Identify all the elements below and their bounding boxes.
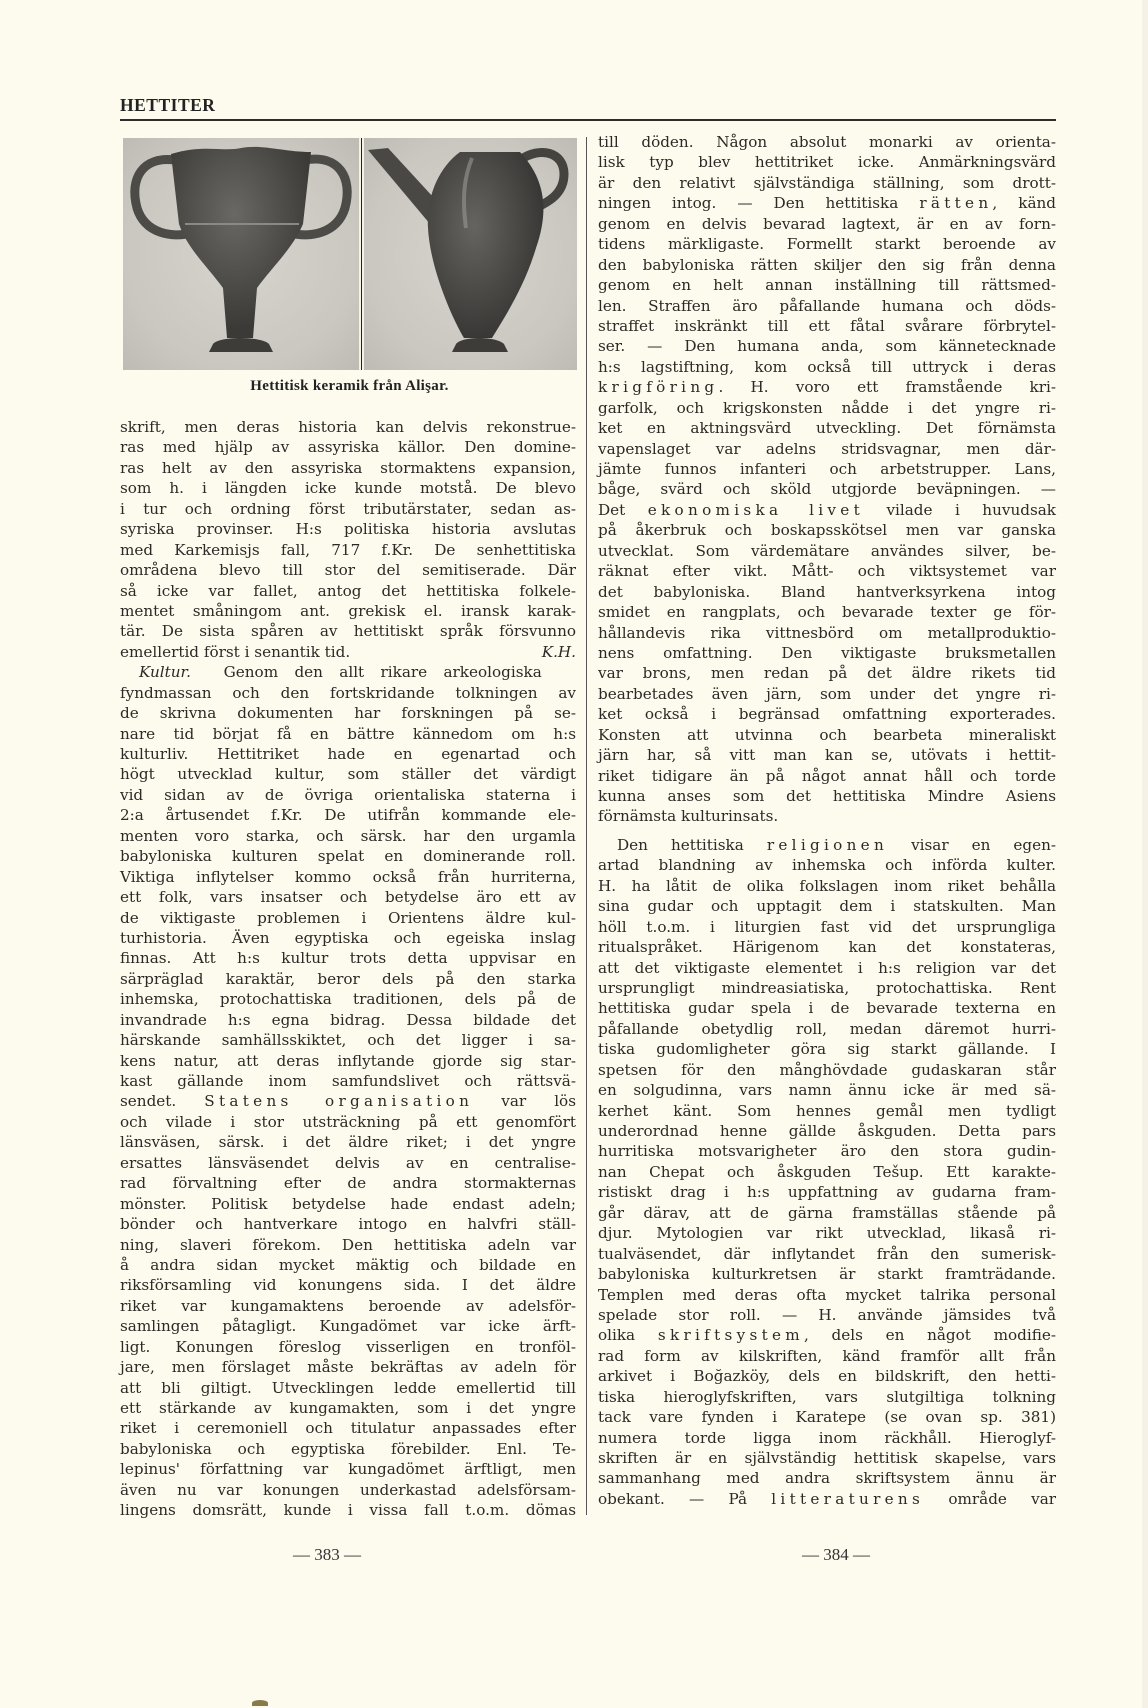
text-line: lepinus' författning var kungadömet ärftligt, men: [120, 1460, 576, 1479]
text-line: ras helt av den assyriska stormaktens expansion,: [120, 458, 576, 477]
text-line: samlingen påtagligt. Kungadömet var icke ärft-: [120, 1317, 576, 1336]
text-line: mönster. Politisk betydelse hade endast adeln;: [120, 1194, 576, 1213]
text-line: nan Chepat och åskguden Tešup. Ett karakte-: [598, 1162, 1056, 1181]
text-line: H. ha låtit de olika folkslagen inom riket behålla: [598, 876, 1056, 895]
spaced-term-ratten: rätten: [919, 194, 993, 213]
text-line: , känd: [992, 194, 1057, 213]
text-line: högt utvecklad kultur, som ställer det värdigt: [120, 765, 576, 784]
text-line: höll t.o.m. i liturgien fast vid det ursprungliga: [598, 917, 1056, 936]
text-line: tiska hieroglyfskriften, vars slutgiltiga tolkning: [598, 1387, 1056, 1406]
text-line: . H. voro ett framstående kri-: [718, 378, 1056, 397]
text-line: lingens domsrätt, kunde i vissa fall t.o.m. dömas: [120, 1501, 576, 1520]
text-line: ett stärkande av kungamakten, som i det yngre: [120, 1399, 576, 1417]
text-line: len. Straffen äro påfallande humana och döds-: [598, 296, 1056, 315]
text-line-kultur: [120, 662, 576, 682]
text-line: straffet inskränkt till ett fåtal svårare förbrytel-: [598, 316, 1056, 335]
text-line: lisk typ blev hettitriket icke. Anmärkningsvärd: [598, 153, 1056, 172]
text-line: länsväsen, särsk. i det äldre riket; i det yngre: [120, 1133, 576, 1152]
text-line: tack vare fynden i Karatepe (se ovan sp. 381): [598, 1408, 1056, 1427]
text-line: tualväsendet, där inflytandet från den sumerisk-: [598, 1244, 1056, 1263]
text-line: babyloniska kulturen spelat en dominerande roll.: [120, 847, 576, 866]
text-line: kast gällande inom samfundslivet och rättsvä-: [120, 1072, 576, 1090]
text-line: jare, men förslaget måste bekräftas av adeln för: [120, 1358, 576, 1377]
column-rule: [586, 137, 587, 1515]
text-line: babyloniska kulturkretsen är starkt framträdande.: [598, 1265, 1056, 1284]
text-line: tidens märkligaste. Formellt starkt beroende av: [598, 235, 1056, 254]
text-line: som h. i längden icke kunde motstå. De blevo: [120, 479, 576, 498]
text-line: järn har, så vitt man kan se, utövats i hettit-: [598, 746, 1056, 765]
text-line-statens: [120, 1091, 576, 1111]
text-line: skriften är en självständig hettitisk skapelse, vars: [598, 1449, 1056, 1467]
text-line: kulturliv. Hettitriket hade en egenartad och: [120, 745, 576, 763]
text-line: , dels en något modifie-: [803, 1326, 1057, 1345]
text-line: till döden. Någon absolut monarki av orienta-: [598, 133, 1056, 151]
text-line: ett folk, vars insatser och betydelse äro ett av: [120, 888, 576, 907]
text-line: räknat efter vikt. Mått- och viktsystemet var: [598, 562, 1056, 581]
text-line: finnas. Att h:s kultur trots detta uppvisar en: [120, 949, 576, 968]
text-line: ser. — Den humana anda, som kännetecknade: [598, 337, 1056, 356]
text-line: en solgudinna, vars namn ännu icke är med sä-: [598, 1081, 1056, 1100]
page-number-left: — 383 —: [293, 1545, 361, 1564]
text-line: nens omfattning. Den viktigaste bruksmetallen: [598, 643, 1056, 662]
text-line: spetsen för den månghövdade gudaskaran står: [598, 1060, 1056, 1079]
text-line: ningen intog. — Den hettitiska: [598, 194, 899, 213]
text-line: särpräglad karaktär, beror dels på den starka: [120, 969, 576, 988]
section-heading-kultur: Kultur.: [139, 663, 191, 682]
text-line: båge, svärd och sköld utgjorde beväpningen. —: [598, 480, 1056, 499]
text-line: numera torde ligga inom räckhåll. Hieroglyf-: [598, 1428, 1056, 1447]
text-line: riket var kungamaktens beroende av adelsför-: [120, 1296, 576, 1315]
text-line: kerhet känt. Som hennes gemål men tydligt: [598, 1101, 1056, 1120]
text-line: Templen med deras ofta mycket talrika personal: [598, 1285, 1056, 1304]
running-head: HETTITER: [120, 95, 216, 115]
text-line: ristiskt drag i h:s uppfattning av gudarna fram-: [598, 1183, 1056, 1202]
text-line: Den hettitiska: [617, 835, 744, 854]
text-line: ligt. Konungen föreslog visserligen en tronföl-: [120, 1337, 576, 1356]
spaced-term-krigforing: krigföring: [598, 378, 719, 397]
text-line: olika: [598, 1326, 636, 1345]
paper-edge: [1142, 0, 1148, 1708]
text-line: områdena blevo till stor del semitiserade. Där: [120, 561, 576, 580]
text-line: de skrivna dokumenten har forskningen på se-: [120, 704, 576, 723]
text-line: arkivet i Boğazköy, dels en bildskrift, den hetti-: [598, 1367, 1056, 1386]
figure-caption: Hettitisk keramik från Alişar.: [250, 378, 449, 394]
text-line: mentet småningom ant. grekisk el. iransk karak-: [120, 601, 576, 620]
text-line: genom en delvis bevarad lagtext, är en av forn-: [598, 214, 1056, 233]
text-line: på åkerbruk och boskapsskötsel men var ganska: [598, 521, 1056, 540]
text-line: syriska provinser. H:s politiska historia avslutas: [120, 520, 576, 539]
text-line: riket tidigare än på något annat håll och torde: [598, 766, 1056, 785]
text-line: rad förvaltning efter de andra stormakternas: [120, 1174, 576, 1193]
text-line-ekonomiska: [598, 500, 1056, 520]
photo-beak-spouted-jug: [364, 138, 577, 370]
text-line: rad form av kilskriften, känd framför allt från: [598, 1346, 1056, 1365]
text-line: menten voro starka, och särsk. har den urgamla: [120, 826, 576, 845]
text-line: riksförsamling vid konungens sida. I det äldre: [120, 1276, 576, 1295]
text-line: jämte funnos infanteri och arbetstrupper. Lans,: [598, 460, 1056, 478]
text-line: ket också i begränsad omfattning exporterades.: [598, 705, 1056, 724]
text-line: h:s lagstiftning, kom också till uttryck i deras: [598, 357, 1056, 376]
header-rule: [120, 119, 1056, 121]
text-line: inhemska, protochattiska traditionen, dels på de: [120, 990, 576, 1009]
text-line: å andra sidan mycket mäktig och bildade en: [120, 1255, 576, 1274]
text-line-ratten: [598, 193, 1056, 213]
text-line: fyndmassan och den fortskridande tolkningen av: [120, 683, 576, 702]
text-line: hettitiska gudar spela i de bevarade texterna en: [598, 999, 1056, 1018]
text-line: spelade stor roll. — H. använde jämsides två: [598, 1305, 1056, 1324]
text-line: turhistoria. Även egyptiska och egeiska inslag: [120, 928, 576, 947]
text-line: även nu var konungen underkastad adelsförsam-: [120, 1480, 576, 1499]
text-line: babyloniska och egyptiska förebilder. Enl. Te-: [120, 1439, 576, 1458]
text-line: djur. Mytologien var rikt utvecklad, likaså ri-: [598, 1224, 1056, 1243]
text-line: kens natur, att deras inflytande gjorde sig star-: [120, 1051, 576, 1070]
text-line: är den relativt självständiga ställning, som drott-: [598, 173, 1056, 192]
goblet-illustration: [123, 138, 359, 370]
text-line: sendet.: [120, 1092, 177, 1111]
text-line: bearbetades även järn, som under det yngre ri-: [598, 684, 1056, 703]
text-line: förnämsta kulturinsats.: [598, 807, 779, 826]
spaced-term-ekonomiska-livet: ekonomiska livet: [647, 500, 864, 519]
left-column: [120, 417, 576, 1521]
author-signature: K.H.: [541, 642, 576, 661]
text-line: skrift, men deras historia kan delvis rekonstrue-: [120, 418, 576, 436]
text-line: ursprungligt mindreasiatiska, protochattiska. Rent: [598, 978, 1056, 997]
text-line: vid sidan av de övriga orientaliska staterna i: [120, 785, 576, 804]
text-line: Genom den allt rikare arkeologiska: [223, 663, 542, 682]
text-line-with-signature: [120, 642, 576, 662]
text-line: ras med hjälp av assyriska källor. Den domine-: [120, 438, 576, 457]
text-line: att bli giltigt. Utvecklingen ledde emellertid till: [120, 1378, 576, 1397]
page-number-right: — 384 —: [802, 1545, 870, 1564]
spaced-term-religionen: religionen: [766, 835, 889, 854]
text-line: så icke var fallet, antog det hettitiska folkele-: [120, 581, 576, 600]
text-line: 2:a årtusendet f.Kr. De utifrån kommande ele-: [120, 806, 576, 825]
text-line: ersattes länsväsendet delvis av en centralise-: [120, 1153, 576, 1172]
text-line: område var: [948, 1489, 1057, 1508]
text-line: Konsten att utvinna och bearbeta mineraliskt: [598, 725, 1056, 744]
text-line: de viktigaste problemen i Orientens äldre kul-: [120, 908, 576, 927]
text-line: hurritiska motsvarigheter äro den stora gudin-: [598, 1142, 1056, 1161]
text-line: hållandevis rika vittnesbörd om metallproduktio-: [598, 623, 1056, 642]
text-line: garfolk, och krigskonsten nådde i det yngre ri-: [598, 398, 1056, 417]
text-line: kunna anses som det hettitiska Mindre Asiens: [598, 787, 1056, 805]
text-line-skriftsystem: [598, 1325, 1056, 1345]
text-line: obekant. — På: [598, 1489, 748, 1508]
figure-pottery: [123, 138, 576, 370]
text-line: var brons, men redan på det äldre rikets tid: [598, 664, 1056, 683]
text-line: ritualspråket. Härigenom kan det konstateras,: [598, 938, 1056, 957]
spaced-term-litteraturens: litteraturens: [771, 1489, 925, 1508]
text-line: tiska gudomligheter göra sig starkt gällande. I: [598, 1040, 1056, 1059]
photo-two-handled-goblet: [123, 138, 359, 370]
text-line: artad blandning av inhemska och införda kulter.: [598, 856, 1056, 875]
scan-speck: [252, 1700, 268, 1706]
text-line: den babyloniska rätten skiljer den sig från denna: [598, 255, 1056, 274]
text-line: påfallande obetydlig roll, medan däremot hurri-: [598, 1019, 1056, 1038]
text-line: underordnad henne gällde åskguden. Detta pars: [598, 1122, 1056, 1140]
text-line: härskande samhällsskiktet, och det ligger i sa-: [120, 1031, 576, 1050]
text-line: vilade i huvudsak: [886, 500, 1056, 519]
text-line: sina gudar och upptagit dem i statskulten. Man: [598, 897, 1056, 916]
text-line: visar en egen-: [911, 835, 1057, 854]
text-line: sammanhang med andra skriftsystem ännu är: [598, 1469, 1056, 1488]
text-line: ket en aktningsvärd utveckling. Det förnämsta: [598, 419, 1056, 438]
jug-illustration: [364, 138, 577, 370]
text-line: var lös: [501, 1092, 576, 1111]
text-line: det babyloniska. Bland hantverksyrkena intog: [598, 582, 1056, 601]
right-column: [598, 132, 1056, 1509]
text-line: riket i ceremoniell och titulatur anpassades efter: [120, 1419, 576, 1438]
text-line: att det viktigaste elementet i h:s religion var det: [598, 958, 1056, 977]
text-line: vapenslaget var adelns stridsvagnar, men där-: [598, 439, 1056, 458]
text-line: bönder och hantverkare intogo en halvfri ställ-: [120, 1215, 576, 1234]
text-line: utvecklat. Som värdemätare användes silver, be-: [598, 541, 1056, 560]
text-line-religionen: [598, 835, 1056, 855]
text-line: nare tid börjat få en bättre kännedom om h:s: [120, 724, 576, 743]
text-line-krigforing: [598, 377, 1056, 397]
text-line: ning, slaveri förekom. Den hettitiska adeln var: [120, 1235, 576, 1254]
spaced-term-statens-organisation: Statens organisation: [204, 1092, 474, 1111]
text-line: med Karkemisjs fall, 717 f.Kr. De senhettitiska: [120, 540, 576, 559]
text-line: Det: [598, 500, 626, 519]
text-line: smidet en rangplats, och bevarade texter ge för-: [598, 603, 1056, 622]
text-line: invandrade h:s egna bidrag. Dessa bildade det: [120, 1010, 576, 1029]
text-line: Viktiga inflytelser kommo också från hurriterna,: [120, 867, 576, 886]
spaced-term-skriftsystem: skriftsystem: [657, 1326, 804, 1345]
text-line-litteraturens: [598, 1489, 1056, 1509]
text-line: går därav, att de gärna framställas stående på: [598, 1203, 1056, 1222]
text-line: i tur och ordning först tributärstater, sedan as-: [120, 499, 576, 518]
text-line: emellertid först i senantik tid.: [120, 642, 351, 661]
text-line: och vilade i stor utsträckning på ett genomfört: [120, 1112, 576, 1131]
text-line: genom en helt annan inställning till rättsmed-: [598, 276, 1056, 295]
text-line: tär. De sista spåren av hettitiskt språk försvunno: [120, 622, 576, 641]
